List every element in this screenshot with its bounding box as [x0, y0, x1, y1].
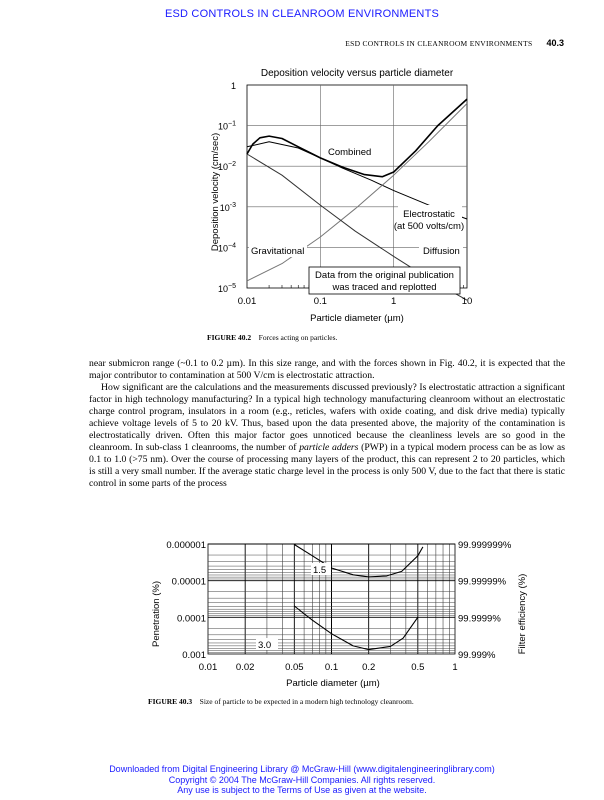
- y-tick-label: 1: [230, 81, 236, 91]
- chart-annotations: [249, 147, 464, 294]
- plot-frame: [247, 85, 467, 288]
- chart-grid: [208, 544, 455, 654]
- y-tick-label-right: 99.999%: [458, 650, 496, 661]
- combined-label: Combined: [328, 147, 372, 158]
- y-tick-label-right: 99.999999%: [458, 540, 512, 551]
- y-tick-label: $10^{-1}$: [218, 120, 236, 132]
- chart-title: Deposition velocity versus particle diameter: [260, 68, 454, 79]
- figure-40-2-chart: [0, 0, 604, 345]
- download-banner: ESD CONTROLS IN CLEANROOM ENVIRONMENTS: [164, 8, 440, 20]
- figure-40-3-caption: [148, 697, 414, 706]
- y-tick-label-left: 0.00001: [171, 576, 206, 588]
- x-tick-label: 0.1: [313, 296, 327, 307]
- body-text: [89, 358, 565, 490]
- note-line-2: was traced and replotted: [332, 282, 437, 293]
- x-tick-label: 1: [452, 662, 458, 673]
- paragraph-2-part-2: (PWP) in a typical modern process can be as low as 0.1 to 1.0 (>75 nm). Over the course of processing many layers of the product, this can represent 2 to 20 particles, which is still a very small number. If the average static charge level in the process is only 500 V, due to the fact that there is static control in some parts of the process: [89, 442, 565, 489]
- series-combined-line: [247, 99, 467, 177]
- y-tick-label: $10^{-5}$: [218, 283, 236, 294]
- x-axis-label: Particle diameter (µm): [310, 313, 404, 324]
- paragraph-2-emphasis: particle adders: [299, 442, 359, 453]
- caption-text: Size of particle to be expected in a modern high technology cleanroom.: [199, 697, 414, 706]
- page-number: 40.3: [546, 38, 564, 48]
- paragraph-1: near submicron range (~0.1 to 0.2 µm). In this size range, and with the forces shown in Fig. 40.2, it is expected that the major contributor to contamination at 500 V/cm is electrostatic attraction.: [89, 358, 565, 381]
- note-line-1: Data from the original publication: [315, 270, 454, 281]
- y-tick-label-left: 0.0001: [176, 613, 206, 625]
- footer-line-3: Any use is subject to the Terms of Use as given at the website.: [177, 785, 427, 795]
- chart-series: [294, 545, 423, 650]
- y-axis-label-right: Filter efficiency (%): [517, 573, 528, 655]
- y-axis-label: Deposition velocity (cm/sec): [210, 132, 221, 252]
- curve-label-1-5: 1.5: [313, 565, 327, 576]
- x-tick-label: 1: [391, 296, 397, 307]
- x-tick-label: 0.02: [235, 662, 255, 673]
- caption-label: FIGURE 40.3: [148, 697, 193, 706]
- footer-line-2: Copyright © 2004 The McGraw-Hill Companies. All rights reserved.: [168, 774, 436, 785]
- x-tick-label: 10: [461, 296, 473, 307]
- x-tick-label: 0.2: [362, 662, 376, 673]
- diffusion-label: Diffusion: [423, 246, 460, 257]
- y-tick-label-left: 0.001: [182, 650, 206, 661]
- footer-line-1: Downloaded from Digital Engineering Library @ McGraw-Hill (www.digitalengineeringlibrary.com): [109, 764, 495, 774]
- y-tick-label-right: 99.9999%: [458, 613, 501, 625]
- electrostatic-voltage-label: (at 500 volts/cm): [393, 221, 465, 232]
- y-tick-label: $10^{-4}$: [218, 242, 236, 254]
- electrostatic-label: Electrostatic: [403, 209, 455, 220]
- caption-text: Forces acting on particles.: [258, 333, 338, 342]
- download-footer: [0, 764, 604, 796]
- chart-grid: [247, 85, 467, 288]
- y-tick-label-left: 0.000001: [166, 540, 206, 551]
- y-axis-label-left: Penetration (%): [151, 580, 162, 648]
- x-tick-label: 0.05: [285, 662, 304, 673]
- caption-label: FIGURE 40.2: [207, 333, 252, 342]
- curve-label-3-0: 3.0: [258, 640, 272, 651]
- x-tick-label: 0.01: [198, 662, 218, 673]
- paragraph-2: [89, 382, 565, 490]
- gravitational-label: Gravitational: [251, 246, 305, 257]
- figure-40-2-caption: [207, 333, 337, 342]
- x-axis-label: Particle diameter (µm): [286, 678, 380, 689]
- x-tick-label: 0.5: [411, 662, 425, 673]
- x-tick-label: 0.01: [237, 296, 257, 307]
- x-tick-label: 0.1: [324, 662, 339, 673]
- y-tick-label-right: 99.99999%: [458, 576, 507, 588]
- paragraph-2-part-1: How significant are the calculations and the measurements discussed previously? Is electrostatic attraction a significant factor in high technology manufacturing? In a typical high technology manufacturing cleanroom without an electrostatic charge control program, insulators in a room (e.g., reticles, wafers with oxide coating, and disk drive media) typically achieve voltage levels of 5 to 20 kV. Thus, based upon the data presented above, the majority of the contamination is electrostatically driven. Often this major factor goes unnoticed because the cleanliness levels are so good in the cleanroom. In sub-class 1 cleanrooms, the number of: [89, 382, 565, 453]
- figure-40-3-chart: [0, 530, 604, 740]
- y-tick-label: $10^{-2}$: [218, 161, 236, 173]
- running-head-title: ESD CONTROLS IN CLEANROOM ENVIRONMENTS: [345, 39, 533, 48]
- y-tick-label: $10^{-3}$: [219, 201, 236, 213]
